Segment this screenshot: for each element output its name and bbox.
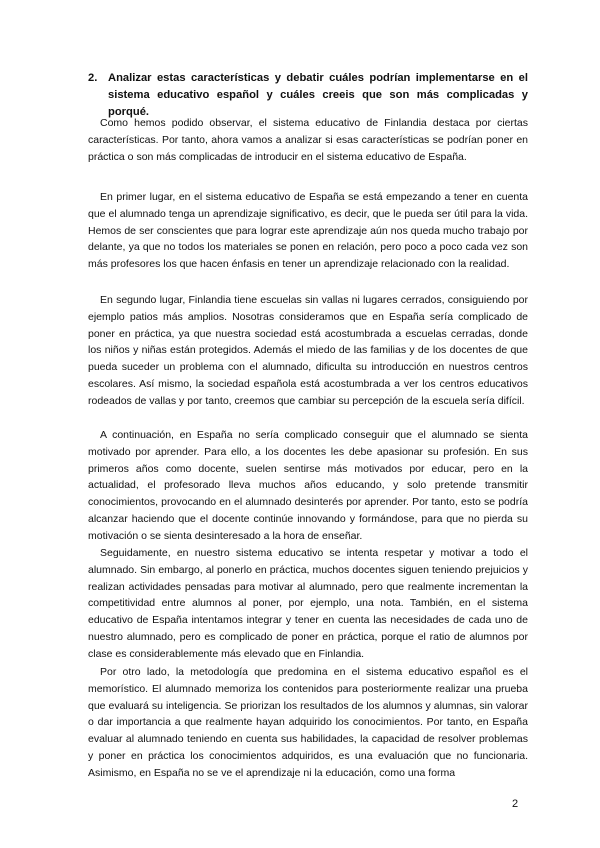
heading-number: 2. — [88, 72, 98, 84]
section-heading — [88, 70, 528, 121]
heading-text: Analizar estas características y debatir cuáles podrían implementarse en el sistema educativo español y cuáles creeis que son más complicadas y porqué. — [108, 72, 528, 118]
paragraph-a-continuacion: A continuación, en España no sería complicado conseguir que el alumnado se sienta motivado por aprender. Para ello, a los docentes les debe apasionar su profesión. En sus primeros años como docente, suelen sentirse más motivados por educar, pero en la actualidad, el profesorado lleva muchos años educando, y solo pretende transmitir conocimientos, provocando en el alumnado desinterés por aprender. Por tanto, esto se podría alcanzar haciendo que el docente continúe innovando y formándose, para que no pierda su motivación o se sienta desinteresado a la hora de enseñar. — [88, 429, 528, 542]
paragraph-primer-lugar: En primer lugar, en el sistema educativo de España se está empezando a tener en cuenta que el alumnado tenga un aprendizaje significativo, es decir, que le pueda ser útil para la vida. Hemos de ser conscientes que para lograr este aprendizaje aún nos queda mucho trabajo por delante, ya que no todos los materiales se ponen en relación, pero poco a poco cada vez son más profesores los que hacen énfasis en tener un aprendizaje relacionado con la realidad. — [88, 191, 528, 271]
paragraph-seguidamente: Seguidamente, en nuestro sistema educativo se intenta respetar y motivar a todo el alumnado. Sin embargo, al ponerlo en práctica, muchos docentes siguen teniendo prejuicios y realizan actividades pensadas para motivar al alumnado, pero que realmente incrementan la competitividad entre alumnos al poner, por ejemplo, una nota. También, en el sistema educativo de España intentamos integrar y tener en cuenta las necesidades de cada uno de nuestro alumnado, pero es complicado de poner en práctica, porque el ratio de alumnos por clase es considerablemente más elevado que en Finlandia. — [88, 547, 528, 660]
paragraph-por-otro-lado: Por otro lado, la metodología que predomina en el sistema educativo español es el memorístico. El alumnado memoriza los contenidos para posteriormente realizar una prueba que evaluará su inteligencia. Se priorizan los resultados de los alumnos y alumnas, sin valorar o dar importancia a que realmente hayan adquirido los conocimientos. Por tanto, en España evaluar al alumnado teniendo en cuenta sus habilidades, la capacidad de resolver problemas y poner en práctica los conocimientos adquiridos, es una evaluación que no funcionaria. Asimismo, en España no se ve el aprendizaje ni la educación, como una forma — [88, 666, 528, 779]
page-number: 2 — [512, 798, 519, 810]
paragraph-segundo-lugar: En segundo lugar, Finlandia tiene escuelas sin vallas ni lugares cerrados, consiguiendo por ejemplo patios más amplios. Nosotras consideramos que en España sería complicado de poner en práctica, ya que nuestra sociedad está acostumbrada a escuelas cerradas, donde los niños y niñas están protegidos. Además el miedo de las familias y de los docentes de que pueda suceder un problema con el alumnado, dificulta su introducción en nuestros centros escolares. Así mismo, la sociedad española está acostumbrada a ver los centros educativos rodeados de vallas y por tanto, creemos que cambiar su percepción de la escuela sería difícil. — [88, 294, 528, 407]
paragraph-intro: Como hemos podido observar, el sistema educativo de Finlandia destaca por ciertas características. Por tanto, ahora vamos a analizar si esas características se podrían poner en práctica o son más complicadas de introducir en el sistema educativo de España. — [88, 117, 528, 163]
